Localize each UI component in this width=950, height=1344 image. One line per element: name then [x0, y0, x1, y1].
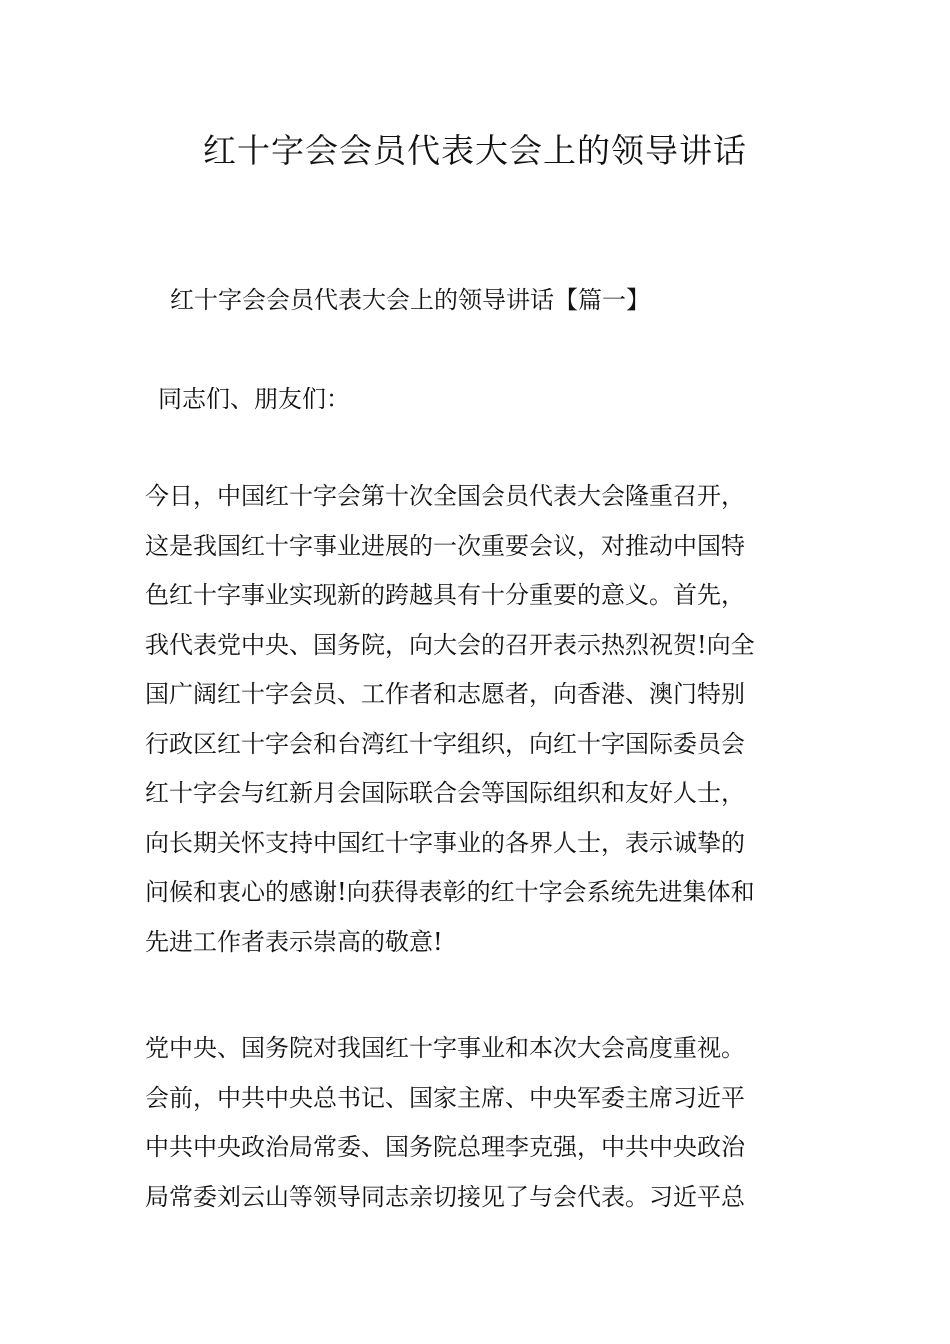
paragraph-line: 局常委刘云山等领导同志亲切接见了与会代表。习近平总: [145, 1182, 745, 1211]
paragraph-line: 中共中央政治局常委、国务院总理李克强，中共中央政治: [145, 1133, 745, 1161]
paragraph-line: 我代表党中央、国务院，向大会的召开表示热烈祝贺!向全: [145, 630, 755, 659]
salutation: 同志们、朋友们：: [158, 385, 350, 413]
paragraph-line: 色红十字事业实现新的跨越具有十分重要的意义。首先，: [145, 581, 745, 609]
paragraph-line: 行政区红十字会和台湾红十字组织，向红十字国际委员会: [145, 729, 745, 758]
paragraph-line: 问候和衷心的感谢!向获得表彰的红十字会系统先进集体和: [145, 878, 755, 906]
paragraph-line: 党中央、国务院对我国红十字事业和本次大会高度重视。: [145, 1034, 745, 1062]
section-subtitle: 红十字会会员代表大会上的领导讲话【篇一】: [170, 286, 650, 314]
document-title: 红十字会会员代表大会上的领导讲话: [203, 131, 747, 170]
paragraph-line: 先进工作者表示崇高的敬意!: [145, 927, 443, 956]
paragraph-line: 国广阔红十字会员、工作者和志愿者，向香港、澳门特别: [145, 680, 745, 708]
paragraph-2: [145, 1024, 810, 1222]
paragraph-line: 会前，中共中央总书记、国家主席、中央军委主席习近平: [145, 1083, 745, 1112]
paragraph-1: [145, 472, 810, 967]
paragraph-line: 这是我国红十字事业进展的一次重要会议，对推动中国特: [145, 531, 745, 560]
paragraph-line: 红十字会与红新月会国际联合会等国际组织和友好人士，: [145, 779, 745, 807]
paragraph-line: 向长期关怀支持中国红十字事业的各界人士，表示诚挚的: [145, 828, 745, 857]
paragraph-line: 今日，中国红十字会第十次全国会员代表大会隆重召开，: [145, 482, 745, 510]
